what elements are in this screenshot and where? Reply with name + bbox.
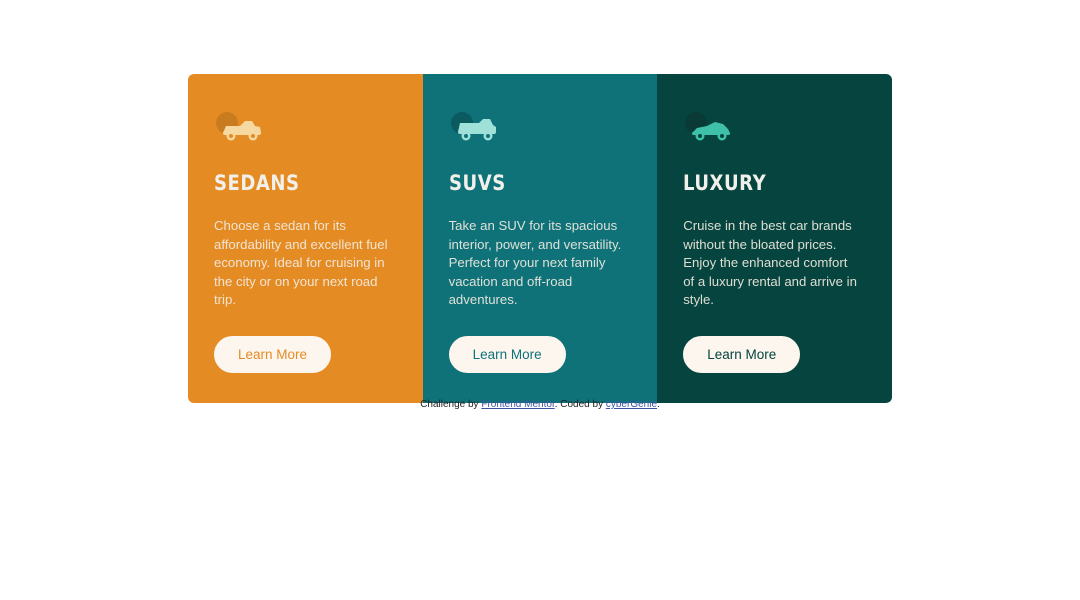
frontend-mentor-link[interactable]: Frontend Mentor — [481, 399, 555, 410]
card-title: SUVS — [448, 171, 506, 195]
learn-more-button-suvs[interactable]: Learn More — [449, 336, 566, 374]
attribution-prefix: Challenge by — [420, 399, 482, 410]
card-title: LUXURY — [683, 171, 767, 195]
card-suvs — [423, 74, 658, 403]
attribution — [0, 399, 1080, 410]
card-description: Choose a sedan for its affordability and excellent fuel economy. Ideal for cruising in the city or on your next road trip. — [214, 218, 388, 308]
card-description: Cruise in the best car brands without the bloated prices. Enjoy the enhanced comfort of a luxury rental and arrive in style. — [683, 218, 857, 308]
learn-more-button-sedans[interactable]: Learn More — [214, 336, 331, 374]
card-title: SEDANS — [214, 171, 300, 195]
car-suv-icon — [449, 109, 625, 153]
attribution-suffix: . — [657, 399, 660, 410]
card-group — [188, 74, 892, 403]
card-sedans — [188, 74, 423, 403]
car-sedan-icon — [214, 109, 390, 153]
learn-more-button-luxury[interactable]: Learn More — [683, 336, 800, 374]
coder-link[interactable]: cyberGenie — [605, 399, 658, 410]
card-luxury — [657, 74, 892, 403]
car-luxury-icon — [683, 109, 859, 153]
attribution-middle: . Coded by — [554, 399, 606, 410]
card-description: Take an SUV for its spacious interior, power, and versatility. Perfect for your next family vacation and off-road adventures. — [448, 218, 622, 308]
